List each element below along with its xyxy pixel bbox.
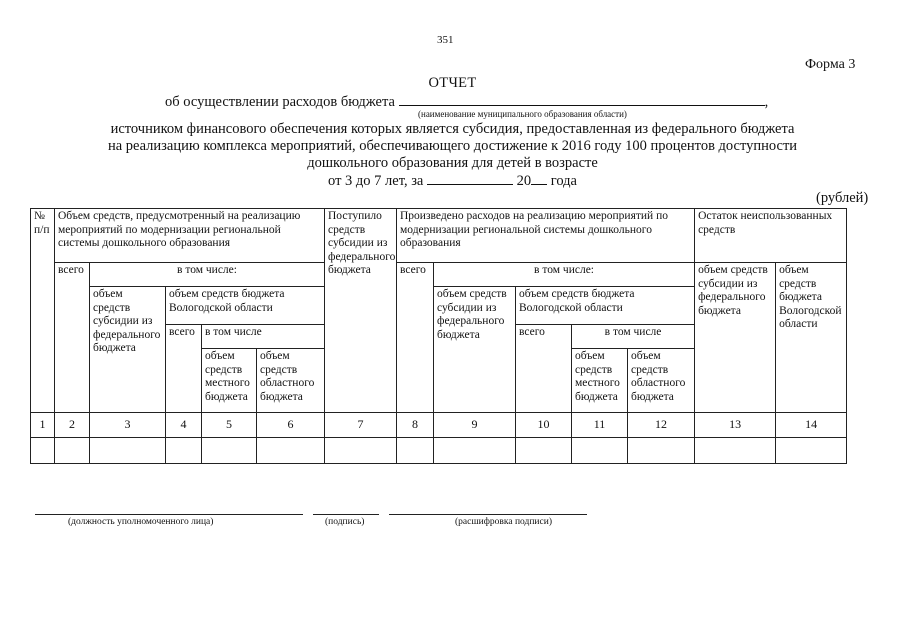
column-number-row bbox=[31, 413, 847, 438]
col-number: 4 bbox=[166, 413, 202, 438]
period-prefix: от 3 до 7 лет, за bbox=[328, 173, 424, 189]
report-subject-text: об осуществлении расходов бюджета bbox=[165, 94, 395, 110]
col-number: 1 bbox=[31, 413, 55, 438]
planned-regional-budget: объем средств бюджета Вологодской области bbox=[166, 287, 325, 325]
municipality-blank[interactable] bbox=[399, 93, 765, 106]
col-number: 5 bbox=[202, 413, 257, 438]
col-number: 14 bbox=[776, 413, 847, 438]
decode-signature-line[interactable] bbox=[389, 514, 587, 515]
spent-regional-budget: объем средств бюджета Вологодской области bbox=[516, 287, 695, 325]
planned-including: в том числе: bbox=[90, 263, 325, 287]
planned-regional-including: в том числе bbox=[202, 325, 325, 349]
position-caption: (должность уполномоченного лица) bbox=[68, 517, 214, 527]
spent-regional-total: всего bbox=[516, 325, 572, 413]
data-cell[interactable] bbox=[628, 438, 695, 464]
data-cell[interactable] bbox=[776, 438, 847, 464]
municipality-hint: (наименование муниципального образования области) bbox=[418, 109, 627, 119]
col-number: 12 bbox=[628, 413, 695, 438]
period-blank[interactable] bbox=[427, 172, 513, 185]
planned-oblast-budget: объем средств областного бюджета bbox=[257, 349, 325, 413]
subtitle-block bbox=[0, 121, 905, 190]
header-remain: Остаток неиспользованных средств bbox=[695, 209, 847, 263]
data-cell[interactable] bbox=[572, 438, 628, 464]
planned-regional-total: всего bbox=[166, 325, 202, 413]
data-cell[interactable] bbox=[55, 438, 90, 464]
data-cell[interactable] bbox=[397, 438, 434, 464]
data-cell[interactable] bbox=[166, 438, 202, 464]
spent-including: в том числе: bbox=[434, 263, 695, 287]
data-cell[interactable] bbox=[434, 438, 516, 464]
report-subject-suffix: , bbox=[764, 94, 769, 110]
col-number: 8 bbox=[397, 413, 434, 438]
spent-regional-including: в том числе bbox=[572, 325, 695, 349]
remain-fed: объем средств субсидии из федерального бюджета bbox=[695, 263, 776, 413]
planned-total: всего bbox=[55, 263, 90, 413]
remain-vologda: объем средств бюджета Вологодской области bbox=[776, 263, 847, 413]
decode-caption: (расшифровка подписи) bbox=[455, 517, 552, 527]
form-label: Форма 3 bbox=[805, 57, 856, 72]
col-number: 6 bbox=[257, 413, 325, 438]
data-cell[interactable] bbox=[325, 438, 397, 464]
subtitle-line: источником финансового обеспечения которых является субсидия, предоставленная из федерального бюджета bbox=[110, 121, 795, 137]
year-blank[interactable] bbox=[531, 172, 547, 185]
header-planned: Объем средств, предусмотренный на реализацию мероприятий по модернизации региональной системы дошкольного образования bbox=[55, 209, 325, 263]
subtitle-line: на реализацию комплекса мероприятий, обеспечивающего достижение к 2016 году 100 процентов доступности bbox=[107, 138, 798, 154]
spent-local-budget: объем средств местного бюджета bbox=[572, 349, 628, 413]
col-number: 11 bbox=[572, 413, 628, 438]
units-label: (рублей) bbox=[816, 190, 869, 206]
data-cell[interactable] bbox=[257, 438, 325, 464]
period-line bbox=[0, 172, 905, 190]
planned-fed-subsidy: объем средств субсидии из федерального бюджета bbox=[90, 287, 166, 413]
col-number: 9 bbox=[434, 413, 516, 438]
header-received: Поступило средств субсидии из федерального бюджета bbox=[325, 209, 397, 413]
spent-oblast-budget: объем средств областного бюджета bbox=[628, 349, 695, 413]
header-num: № п/п bbox=[31, 209, 55, 413]
planned-local-budget: объем средств местного бюджета bbox=[202, 349, 257, 413]
col-number: 10 bbox=[516, 413, 572, 438]
position-signature-line[interactable] bbox=[35, 514, 303, 515]
spent-fed-subsidy: объем средств субсидии из федерального бюджета bbox=[434, 287, 516, 413]
data-cell[interactable] bbox=[90, 438, 166, 464]
col-number: 7 bbox=[325, 413, 397, 438]
data-row bbox=[31, 438, 847, 464]
page-number: 351 bbox=[437, 34, 454, 46]
period-suffix: года bbox=[550, 173, 577, 189]
header-spent: Произведено расходов на реализацию мероприятий по модернизации региональной системы дошкольного образования bbox=[397, 209, 695, 263]
data-cell[interactable] bbox=[202, 438, 257, 464]
col-number: 13 bbox=[695, 413, 776, 438]
col-number: 3 bbox=[90, 413, 166, 438]
signature-caption: (подпись) bbox=[325, 517, 365, 527]
data-cell[interactable] bbox=[31, 438, 55, 464]
data-cell[interactable] bbox=[695, 438, 776, 464]
report-table bbox=[30, 208, 847, 464]
year-prefix: 20 bbox=[516, 173, 532, 189]
subtitle-line: дошкольного образования для детей в возрасте bbox=[307, 155, 598, 171]
document-title: ОТЧЕТ bbox=[428, 75, 477, 91]
spent-total: всего bbox=[397, 263, 434, 413]
signature-line[interactable] bbox=[313, 514, 379, 515]
col-number: 2 bbox=[55, 413, 90, 438]
data-cell[interactable] bbox=[516, 438, 572, 464]
